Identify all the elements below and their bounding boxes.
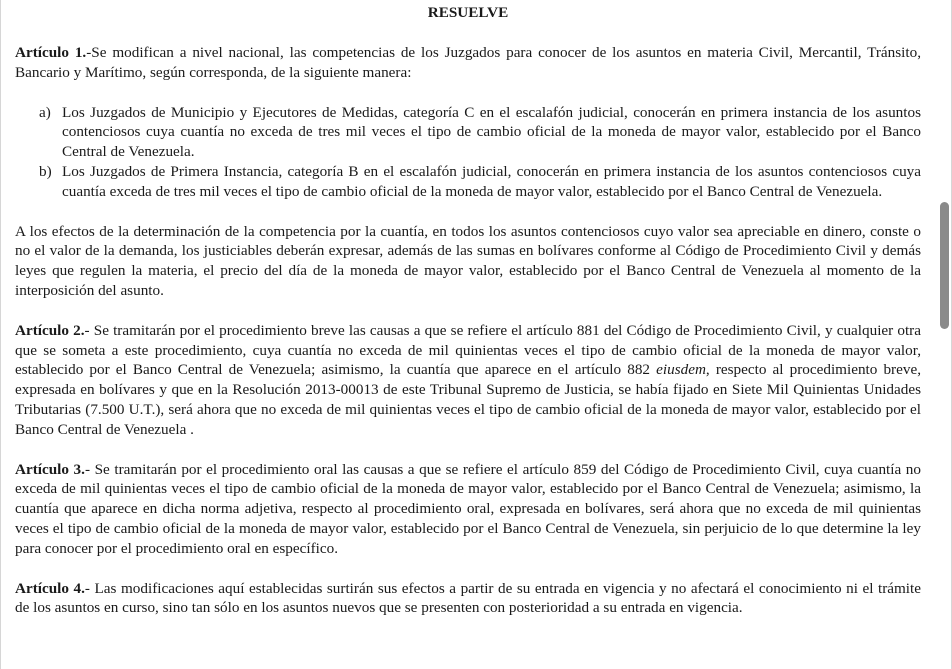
scrollbar-thumb[interactable] — [940, 202, 949, 329]
article-2-italic: eiusdem — [656, 361, 706, 379]
article-4-label: Artículo 4. — [15, 579, 85, 597]
article-1-text: -Se modifican a nivel nacional, las competencias de los Juzgados para conocer de los asuntos en materia Civil, Mercantil, Tránsito, Bancario y Marítimo, según corresponda, de la siguiente manera: — [15, 44, 921, 81]
article-1-label: Artículo 1. — [15, 44, 87, 61]
list-item-b — [15, 162, 921, 202]
paragraph-cuantia: A los efectos de la determinación de la competencia por la cuantía, en todos los asuntos contenciosos cuyo valor sea apreciable en dinero, conste o no el valor de la demanda, los justiciables deberán expresar, además de las sumas en bolívares conforme al Código de Procedimiento Civil y demás leyes que regulen la materia, el precio del día de la moneda de mayor valor, establecido por el Banco Central de Venezuela al momento de la interposición del asunto. — [15, 222, 921, 299]
resolution-heading: RESUELVE — [427, 4, 509, 21]
article-2-text-before: - Se tramitarán por el procedimiento breve las causas a que se refiere el artículo 881 del Código de Procedimiento Civil, y cualquier otra que se someta a este procedimiento, cuya cuantía no exceda de mil quinientas veces el tipo de cambio oficial de la moneda de mayor valor, establecido por el Banco Central de Venezuela; asimismo, la cuantía que aparece en el artículo 882 — [15, 321, 921, 379]
list-item-b-text: Los Juzgados de Primera Instancia, categoría B en el escalafón judicial, conocerán en primera instancia de los asuntos contenciosos cuya cuantía exceda de tres mil veces el tipo de cambio oficial de la moneda de mayor valor, establecido por el Banco Central de Venezuela. — [62, 162, 921, 200]
article-1 — [15, 43, 921, 83]
vertical-scrollbar[interactable] — [937, 0, 951, 669]
document-body — [15, 0, 921, 618]
article-2 — [15, 321, 921, 440]
list-item-a-text: Los Juzgados de Municipio y Ejecutores de Medidas, categoría C en el escalafón judicial, conocerán en primera instancia de los asuntos contenciosos cuya cuantía no exceda de tres mil veces el tipo de cambio oficial de la moneda de mayor valor, establecido por el Banco Central de Venezuela. — [62, 103, 921, 161]
article-3-label: Artículo 3. — [15, 460, 85, 478]
article-2-label: Artículo 2. — [15, 321, 85, 339]
article-4 — [15, 579, 921, 619]
article-2-text-after: , respecto al procedimiento breve, expresada en bolívares y que en la Resolución 2013-00013 de este Tribunal Supremo de Justicia, se había fijado en Siete Mil Quinientas Unidades Tributarias (7.500 U.T.), será ahora que no exceda de mil quinientas veces el tipo de cambio oficial de la moneda de mayor valor, establecido por el Banco Central de Venezuela . — [15, 361, 921, 438]
article-3-text: - Se tramitarán por el procedimiento oral las causas a que se refiere el artículo 859 del Código de Procedimiento Civil, cuya cuantía no exceda de mil quinientas veces el tipo de cambio oficial de la moneda de mayor valor, establecido por el Banco Central de Venezuela; asimismo, la cuantía que aparece en dicha norma adjetiva, respecto al procedimiento oral, expresada en bolívares, será ahora que no exceda de mil quinientas veces el tipo de cambio oficial de la moneda de mayor valor, establecido por el Banco Central de Venezuela, sin perjuicio de lo que determine la ley para conocer por el procedimiento oral en específico. — [15, 460, 921, 557]
list-item-a — [15, 103, 921, 162]
article-3 — [15, 460, 921, 559]
list-marker-a: a) — [39, 103, 51, 121]
article-1-list — [15, 103, 921, 202]
article-4-text: - Las modificaciones aquí establecidas surtirán sus efectos a partir de su entrada en vigencia y no afectará el conocimiento ni el trámite de los asuntos en curso, sino tan sólo en los asuntos nuevos que se presenten con posterioridad a su entrada en vigencia. — [15, 579, 921, 617]
list-marker-b: b) — [39, 162, 52, 180]
